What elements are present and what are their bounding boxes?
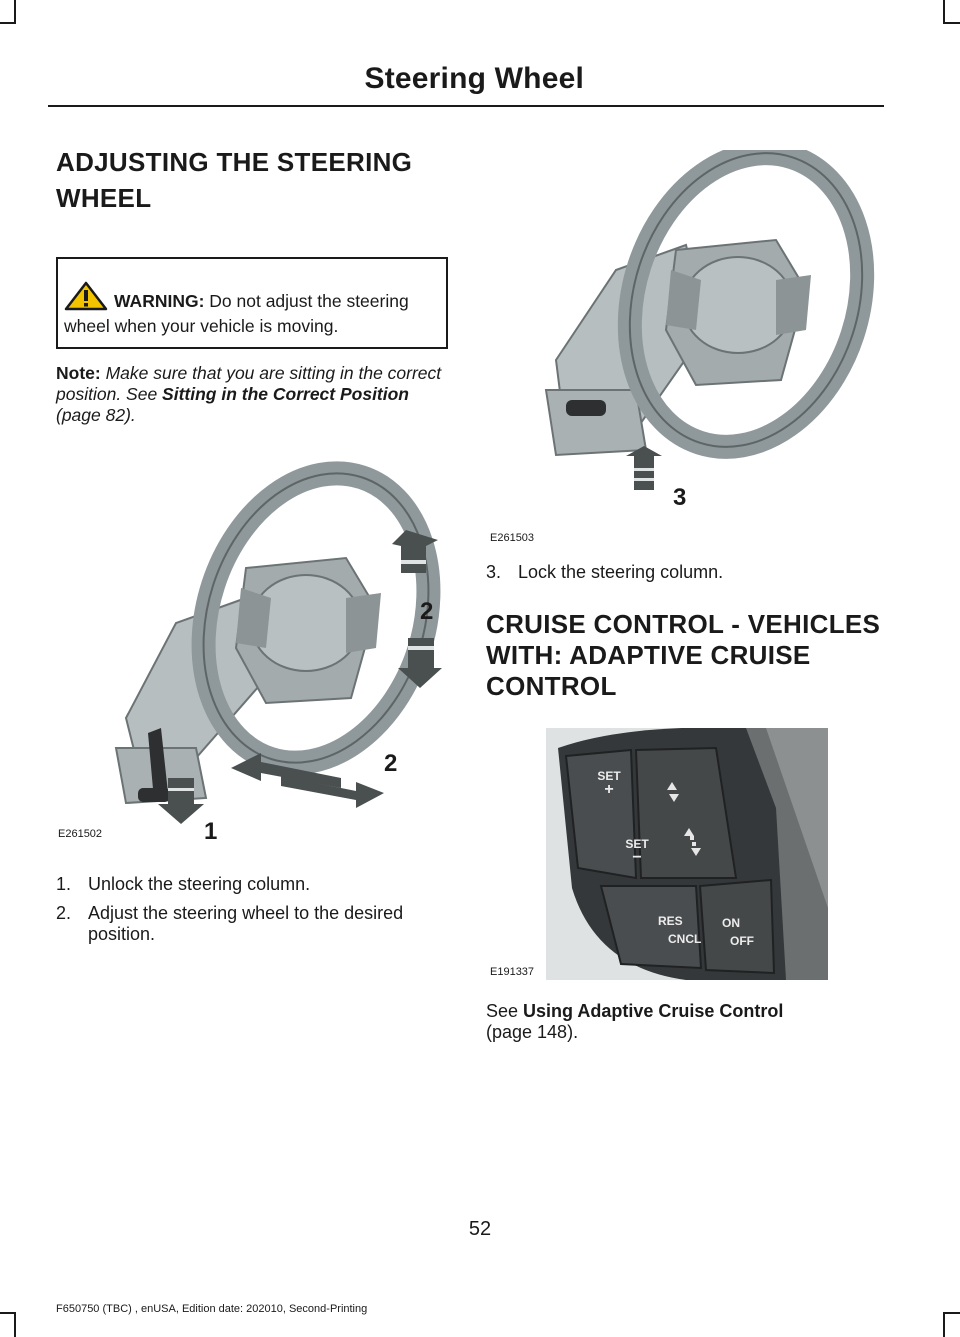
section-heading-cruise: CRUISE CONTROL - VEHICLES WITH: ADAPTIVE CRUISE CONTROL [486,609,881,701]
see-link[interactable]: Using Adaptive Cruise Control [523,1001,784,1021]
arrow-up-icon [626,446,662,490]
figure-code: E261503 [490,532,535,544]
crop-mark [943,22,960,24]
figure-code: E261502 [58,828,103,840]
btn-on-off[interactable]: ON OFF [722,916,754,948]
crop-mark [943,1312,945,1337]
footer-text: F650750 (TBC) , enUSA, Edition date: 202010, Second-Printing [56,1303,368,1315]
figure-code: E191337 [490,966,535,978]
btn-set-minus[interactable]: SET − [625,837,649,866]
page-number: 52 [468,1218,492,1240]
left-column [56,146,448,953]
crop-mark [14,1312,16,1337]
page-header-title: Steering Wheel [364,62,584,95]
figure-steering-adjust [56,448,448,848]
note-link[interactable]: Sitting in the Correct Position [162,384,409,404]
crop-mark [14,0,16,24]
step-3: 3. Lock the steering column. [486,562,724,582]
figure-cruise-buttons [486,728,828,980]
see-reference: See Using Adaptive Cruise Control (page 148). [486,1001,784,1042]
figure-steering-lock [486,150,886,550]
list-item: 1. Unlock the steering column. [56,874,311,894]
cruise-control-switch-illustration [486,728,828,980]
crop-mark [943,1312,960,1314]
warning-box [56,257,448,349]
note-paragraph: Note: Make sure that you are sitting in the correct position. See Sitting in the Correct Position (page 82). [56,363,442,425]
warning-label: WARNING: [114,291,205,311]
section-heading-adjusting: ADJUSTING THE STEERING WHEEL [56,147,413,213]
steps-list [56,874,448,945]
crop-mark [0,22,16,24]
note-label: Note: [56,363,101,383]
header-rule [48,105,884,107]
list-item: 2. Adjust the steering wheel to the desired position. [56,903,404,944]
callout-2-horizontal: 2 [384,750,398,777]
steering-wheel-illustration [56,448,448,848]
warning-text: Do not adjust the steering wheel when your vehicle is moving. [64,291,409,336]
callout-2-vertical: 2 [420,598,434,625]
callout-1: 1 [204,818,218,845]
btn-res-cncl[interactable]: RES CNCL [658,914,702,946]
callout-3: 3 [673,484,687,511]
crop-mark [943,0,945,24]
btn-set-plus[interactable]: SET + [597,769,621,798]
warning-icon [64,281,108,316]
